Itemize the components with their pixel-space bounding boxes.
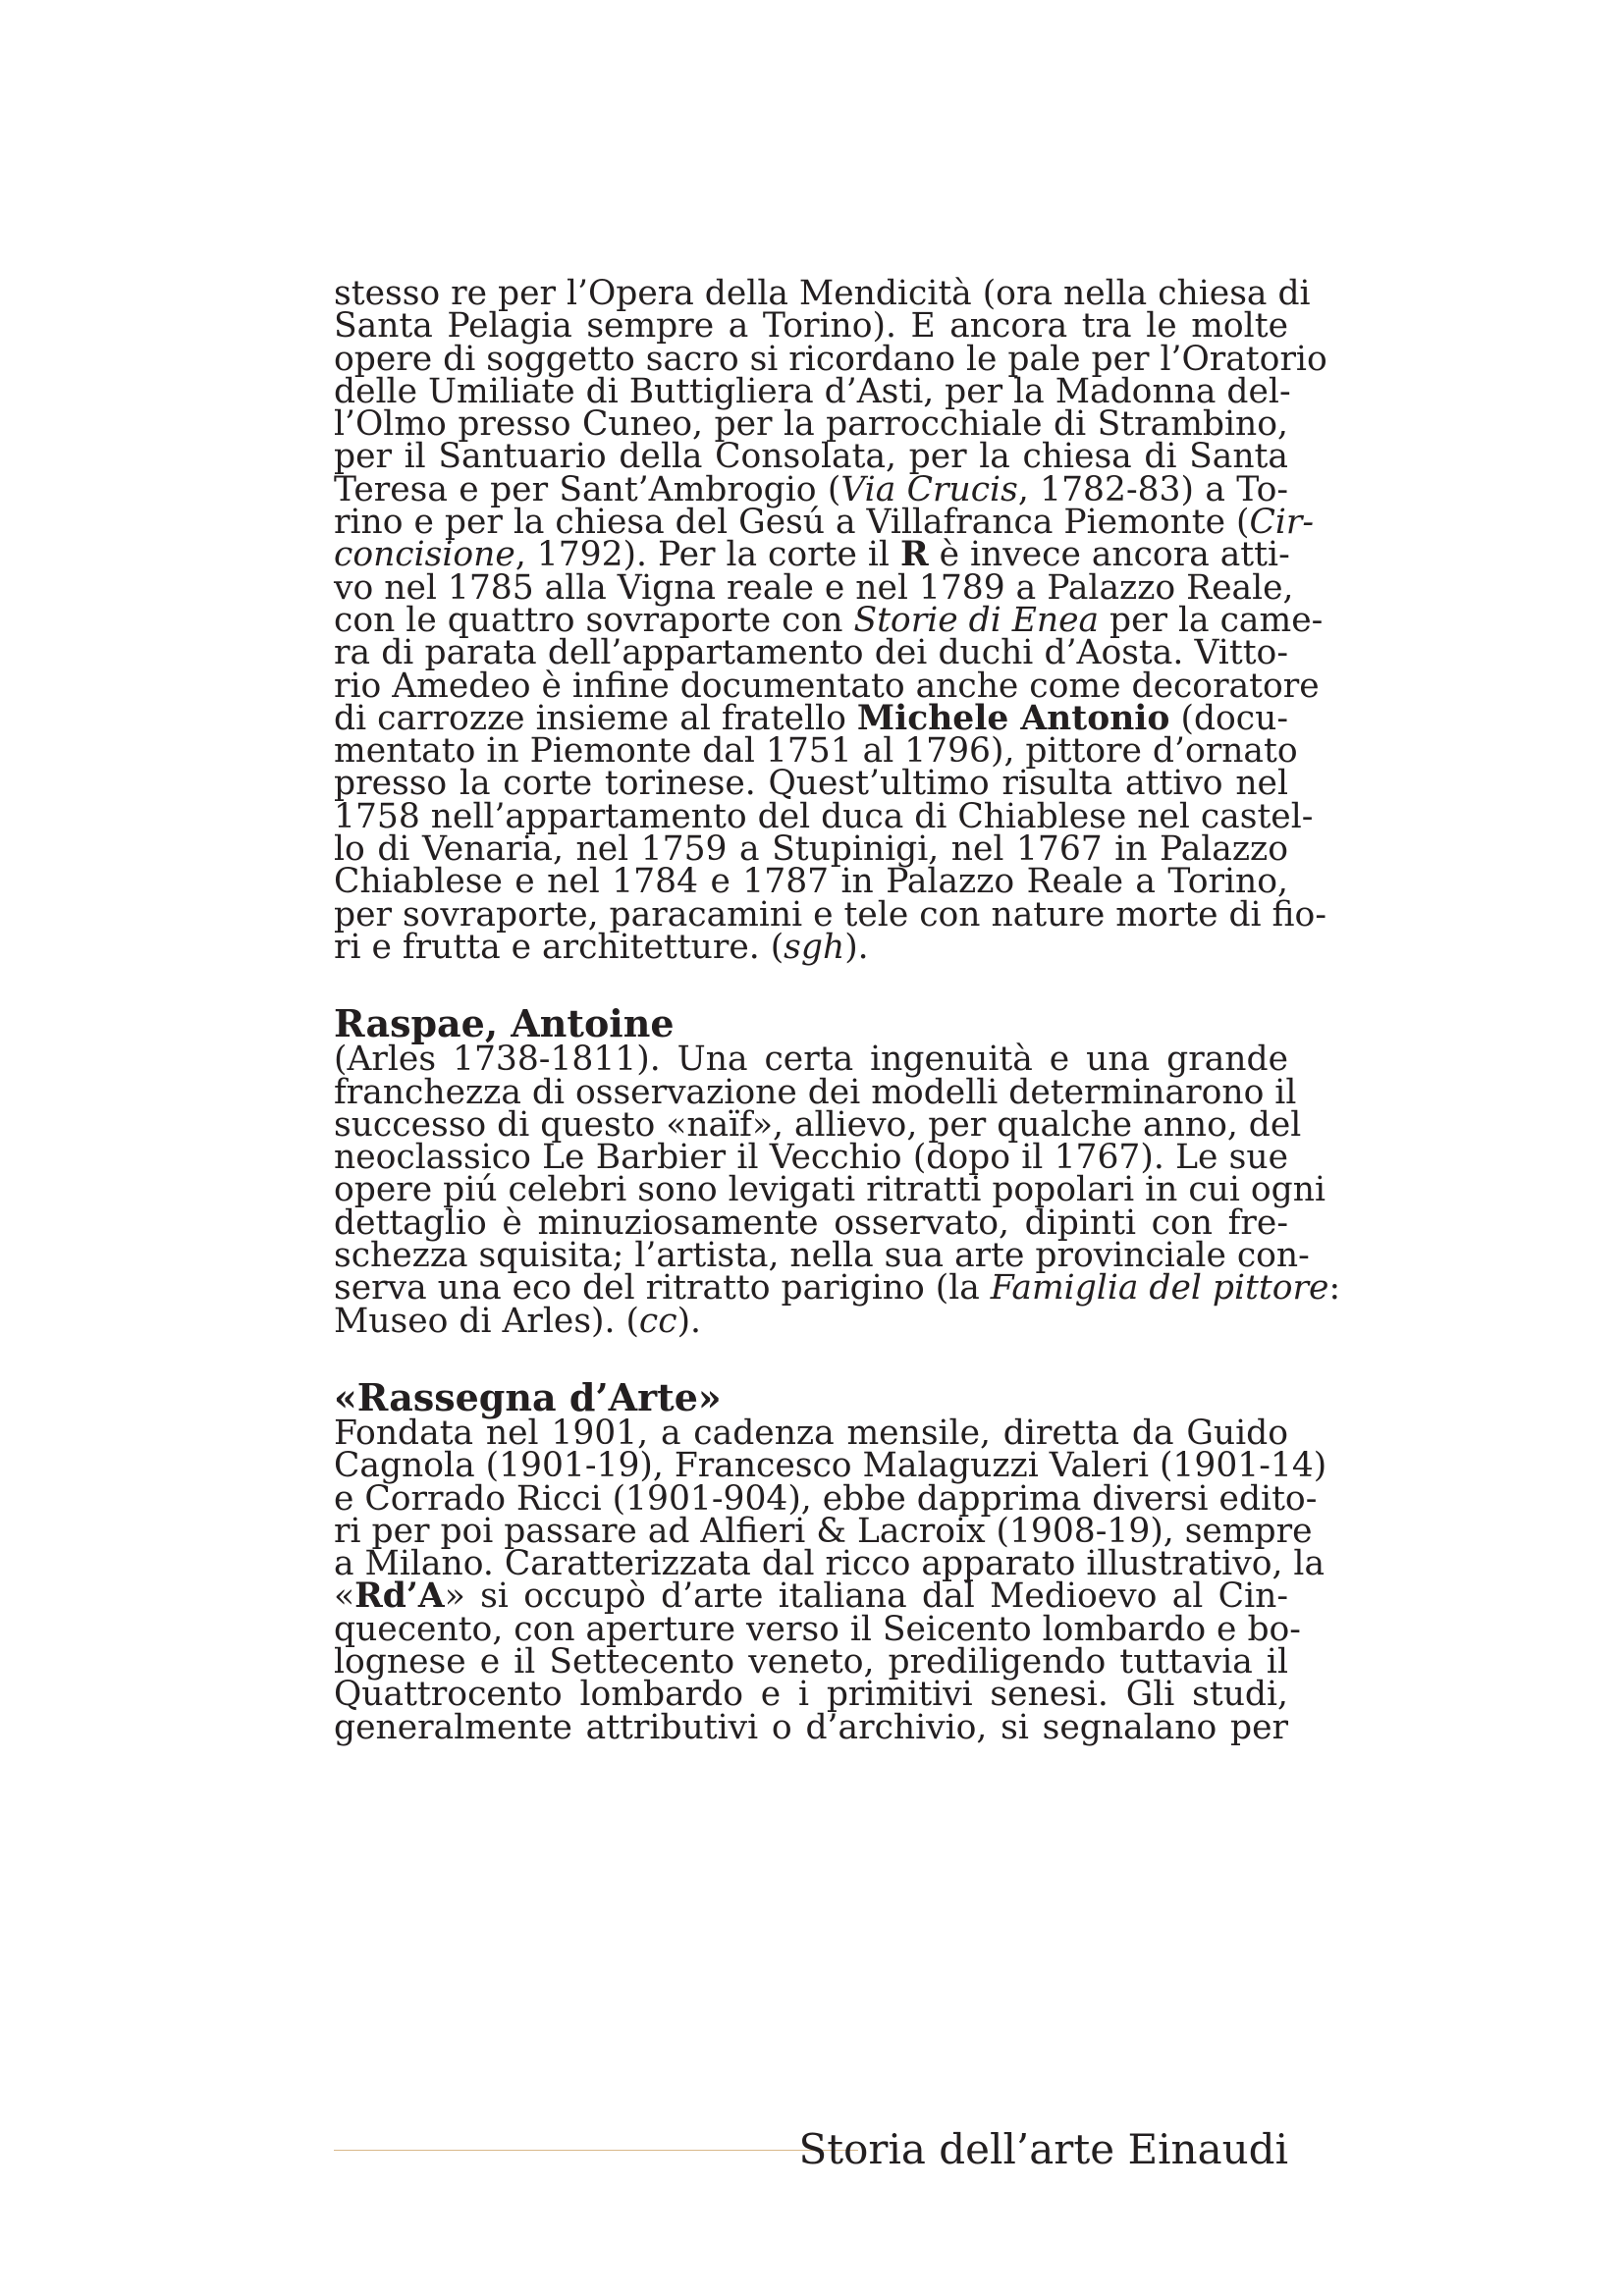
page-footer (334, 2125, 1288, 2173)
text-segment: (Arles 1738-1811). Una certa ingenuità e una grande (334, 1040, 1288, 1080)
text-segment: per il Santuario della Consolata, per la chiesa di Santa (334, 437, 1288, 477)
text-segment: « (334, 1576, 355, 1617)
text-line (334, 829, 1288, 870)
text-segment: Cagnola (1901-19), Francesco Malaguzzi Valeri (1901-14) (334, 1446, 1327, 1486)
entry-continuation (334, 274, 1327, 967)
text-line (334, 1511, 1313, 1551)
text-line (334, 862, 1288, 902)
text-segment: opere di soggetto sacro si ricordano le pale per l’Oratorio (334, 339, 1327, 379)
text-line (334, 1138, 1288, 1178)
text-segment: Santa Pelagia sempre a Torino). E ancora tra le molte (334, 306, 1288, 347)
text-line (334, 633, 1288, 673)
italic-title: Via Crucis (840, 469, 1018, 509)
text-segment: lognese e il Settecento veneto, prediligendo tuttavia il (334, 1641, 1288, 1682)
text-segment: delle Umiliate di Buttigliera d’Asti, per la Madonna del- (334, 371, 1291, 411)
text-segment: opere piú celebri sono levigati ritratti popolari in cui ogni (334, 1170, 1326, 1210)
text-line (334, 1268, 1341, 1308)
text-line (334, 1170, 1326, 1210)
text-line (334, 567, 1294, 608)
text-segment: , 1782-83) a To- (1017, 469, 1289, 509)
text-line (334, 764, 1288, 804)
text-segment: ). (844, 927, 869, 967)
text-segment: 1758 nell’appartamento del duca di Chiablese nel castel- (334, 796, 1314, 836)
text-segment: rino e per la chiesa del Gesú a Villafranca Piemonte ( (334, 503, 1250, 543)
bold-name: R (899, 535, 929, 575)
bold-name: Michele Antonio (856, 698, 1170, 738)
text-line (334, 274, 1311, 313)
text-line (334, 1609, 1301, 1649)
text-segment: è invece ancora atti- (928, 535, 1290, 575)
text-line (334, 1301, 1288, 1341)
bold-abbreviation: Rd’A (354, 1576, 445, 1617)
italic-title: concisione (334, 535, 515, 575)
text-line (334, 1413, 1288, 1453)
text-line (334, 306, 1288, 347)
text-segment: ri per poi passare ad Alfieri & Lacroix (1908-19), sempre (334, 1511, 1313, 1551)
text-segment: Quattrocento lombardo e i primitivi senesi. Gli studi, (334, 1675, 1288, 1715)
text-segment: per sovraporte, paracamini e tele con nature morte di fio- (334, 894, 1326, 934)
text-line (334, 339, 1327, 379)
text-segment: ra di parata dell’appartamento dei duchi d’Aosta. Vitto- (334, 633, 1288, 673)
text-line (334, 1446, 1327, 1486)
text-line (334, 1675, 1288, 1715)
text-segment: di carrozze insieme al fratello (334, 698, 857, 738)
text-segment: dettaglio è minuziosamente osservato, dipinti con fre- (334, 1202, 1288, 1243)
text-line (334, 1040, 1288, 1080)
text-line (334, 1576, 1288, 1617)
text-line (334, 1544, 1325, 1584)
entry-rassegna-darte (334, 1374, 1327, 1747)
text-line (334, 404, 1288, 445)
footer-title: Storia dell’arte Einaudi (798, 2125, 1288, 2173)
text-segment: ri e frutta e architetture. ( (334, 927, 784, 967)
text-line (334, 796, 1314, 836)
text-segment: serva una eco del ritratto parigino (la (334, 1268, 991, 1308)
text-line (334, 1072, 1297, 1112)
entry-paragraph (334, 1040, 1341, 1341)
text-segment: Teresa e per Sant’Ambrogio ( (334, 469, 841, 509)
text-segment: neoclassico Le Barbier il Vecchio (dopo il 1767). Le sue (334, 1138, 1288, 1178)
author-initials: sgh (784, 927, 845, 967)
text-segment: Chiablese e nel 1784 e 1787 in Palazzo Reale a Torino, (334, 862, 1288, 902)
text-line (334, 469, 1289, 509)
text-segment: lo di Venaria, nel 1759 a Stupinigi, nel 1767 in Palazzo (334, 829, 1288, 870)
text-segment: Fondata nel 1901, a cadenza mensile, diretta da Guido (334, 1413, 1288, 1453)
page-body (334, 274, 1341, 1747)
text-line (334, 503, 1315, 543)
text-line (334, 1707, 1288, 1747)
text-segment: rio Amedeo è infine documentato anche come decoratore (334, 666, 1320, 706)
text-line (334, 698, 1288, 738)
text-segment: (docu- (1169, 698, 1288, 738)
text-line (334, 894, 1326, 934)
text-segment: ). (676, 1301, 701, 1341)
text-segment: vo nel 1785 alla Vigna reale e nel 1789 a Palazzo Reale, (334, 567, 1294, 608)
text-line (334, 927, 1288, 967)
text-segment: con le quattro sovraporte con (334, 600, 854, 640)
italic-title: Cir- (1249, 503, 1315, 543)
text-segment: franchezza di osservazione dei modelli determinarono il (334, 1072, 1297, 1112)
footer-rule (334, 2150, 858, 2151)
text-line (334, 1478, 1318, 1519)
entry-heading: «Rassegna d’Arte» (334, 1374, 722, 1419)
entry-raspae (334, 1001, 1341, 1341)
text-segment: mentato in Piemonte dal 1751 al 1796), pittore d’ornato (334, 731, 1298, 772)
text-segment: » si occupò d’arte italiana dal Medioevo al Cin- (444, 1576, 1288, 1617)
text-line (334, 666, 1320, 706)
text-segment: : (1328, 1268, 1341, 1308)
italic-title: Famiglia del pittore (990, 1268, 1329, 1308)
text-line (334, 1236, 1310, 1276)
text-line (334, 1104, 1302, 1145)
entry-paragraph (334, 274, 1327, 967)
text-segment: a Milano. Caratterizzata dal ricco apparato illustrativo, la (334, 1544, 1325, 1584)
text-segment: schezza squisita; l’artista, nella sua arte provinciale con- (334, 1236, 1310, 1276)
text-segment: quecento, con aperture verso il Seicento lombardo e bo- (334, 1609, 1301, 1649)
text-segment: stesso re per l’Opera della Mendicità (ora nella chiesa di (334, 274, 1311, 313)
text-segment: , 1792). Per la corte il (514, 535, 900, 575)
text-segment: successo di questo «naïf», allievo, per qualche anno, del (334, 1104, 1302, 1145)
entry-heading: Raspae, Antoine (334, 1001, 675, 1046)
entry-paragraph (334, 1413, 1327, 1747)
author-initials: cc (638, 1301, 677, 1341)
text-segment: per la came- (1099, 600, 1324, 640)
text-segment: l’Olmo presso Cuneo, per la parrocchiale di Strambino, (334, 404, 1288, 445)
text-line (334, 731, 1298, 772)
text-line (334, 600, 1324, 640)
text-line (334, 1641, 1288, 1682)
text-segment: presso la corte torinese. Quest’ultimo risulta attivo nel (334, 764, 1288, 804)
italic-title: Storie di Enea (853, 600, 1100, 640)
text-line (334, 437, 1288, 477)
text-segment: e Corrado Ricci (1901-904), ebbe dapprima diversi edito- (334, 1478, 1318, 1519)
text-segment: generalmente attributivi o d’archivio, si segnalano per (334, 1707, 1288, 1747)
text-line (334, 535, 1290, 575)
text-line (334, 371, 1291, 411)
text-segment: Museo di Arles). ( (334, 1301, 639, 1341)
text-line (334, 1202, 1288, 1243)
